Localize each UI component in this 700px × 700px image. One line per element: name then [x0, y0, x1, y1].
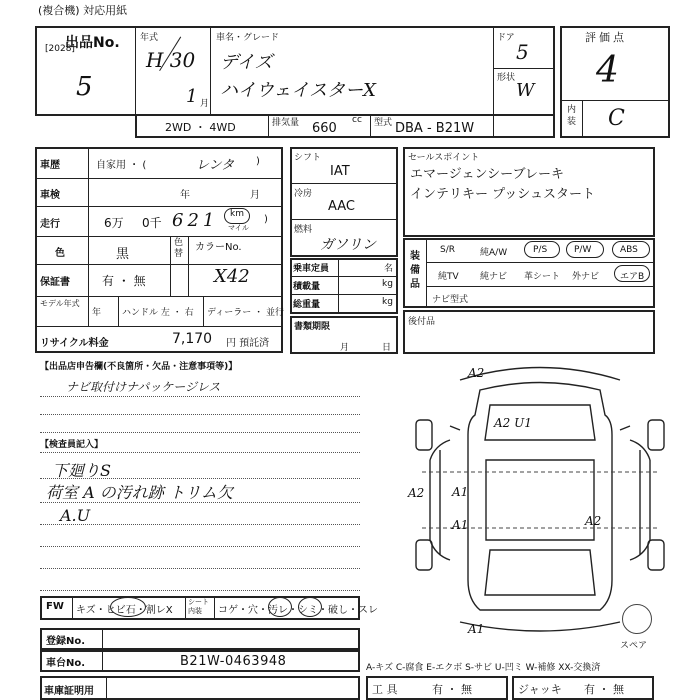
- mark-left-door-rear: A1: [452, 518, 469, 532]
- equip-sr: S/R: [440, 245, 455, 255]
- doors-value: 5: [516, 40, 529, 64]
- equip-ps: P/S: [533, 245, 548, 255]
- report-label: 【出品店申告欄(不良箇所・欠品・注意事項等)】: [40, 362, 238, 372]
- tools-options: 有 ・ 無: [432, 683, 472, 696]
- mileage-label: 走行: [40, 219, 60, 230]
- interior-label: 内装: [567, 105, 577, 127]
- recycle-unit: 円 預託済: [226, 338, 270, 349]
- load-label: 積載量: [293, 282, 321, 292]
- tools-label: 工 具: [372, 683, 398, 696]
- shift-value: IAT: [330, 164, 350, 179]
- seat-circle-1: [268, 597, 292, 617]
- ac-value: AAC: [328, 199, 355, 214]
- ac-label: 冷房: [294, 189, 313, 199]
- model-value: DBA - B21W: [395, 121, 475, 136]
- vehicle-name: デイズ: [220, 52, 273, 73]
- recycle-label: リサイクル料金: [40, 338, 109, 349]
- color-change-label: 色替: [174, 238, 184, 259]
- chassis-value: B21W-0463948: [180, 654, 287, 669]
- history-options: 自家用 ・ (: [96, 160, 147, 171]
- load-unit: kg: [382, 279, 393, 289]
- riders-unit: 名: [384, 264, 394, 274]
- docs-month: 月: [340, 343, 350, 353]
- riders-label: 乗車定員: [293, 264, 330, 274]
- docs-day: 日: [382, 343, 392, 353]
- aftermarket-label: 後付品: [408, 317, 436, 327]
- equipment-label: 装備品: [410, 251, 420, 290]
- equip-airbag: エアB: [620, 272, 645, 282]
- top-note: (複合機) 対応用紙: [38, 4, 128, 17]
- inspection-label: 車検: [40, 190, 60, 201]
- inspection-month: 月: [250, 190, 260, 201]
- registration-row: [40, 628, 360, 650]
- history-rental: レンタ: [196, 158, 235, 173]
- fuel-label: 燃料: [294, 225, 313, 235]
- mark-rear: A1: [468, 622, 485, 636]
- spare-label: スペア: [620, 641, 648, 651]
- sales-point-line1: エマージェンシーブレーキ: [410, 167, 564, 182]
- recycle-value: 7,170: [172, 331, 213, 347]
- mark-right-rear: A2: [585, 514, 602, 528]
- shape-label: 形状: [497, 73, 516, 83]
- rating-label: 評価点: [585, 31, 627, 44]
- lot-label: 出品No.: [65, 35, 120, 51]
- year-era: H 30: [146, 48, 196, 72]
- color-no-label: カラーNo.: [195, 242, 242, 253]
- equip-abs: ABS: [620, 245, 638, 255]
- lot-number: 5: [76, 72, 93, 102]
- equip-navi: 純ナビ: [480, 272, 508, 282]
- inspector-line3: A.U: [60, 506, 91, 525]
- seat-label: シート内装: [188, 598, 209, 615]
- equip-leather: 革シート: [524, 272, 561, 282]
- inspector-line1: 下廻りS: [52, 461, 111, 480]
- mark-front: A2: [468, 366, 485, 380]
- displacement-value: 660: [312, 121, 337, 136]
- displacement-unit: cc: [352, 115, 362, 125]
- doors-label: ドア: [497, 33, 515, 43]
- equip-tv: 純TV: [438, 272, 459, 282]
- model-year-unit: 年: [92, 308, 102, 318]
- color-no-value: X42: [214, 266, 250, 287]
- lot-code: [2028]: [45, 44, 75, 54]
- mileage-mile: マイル: [228, 224, 249, 232]
- mark-left-door-front: A1: [452, 485, 469, 499]
- gross-label: 総重量: [293, 300, 321, 310]
- sales-point-label: セールスポイント: [408, 153, 480, 163]
- jack-label: ジャッキ: [518, 683, 562, 696]
- drive-options: 2WD ・ 4WD: [165, 121, 236, 134]
- vehicle-grade: ハイウェイスターX: [220, 80, 376, 101]
- equip-ext-navi: 外ナビ: [572, 272, 600, 282]
- seat-options: コゲ・穴・汚レ・シミ・破し・スレ: [218, 605, 378, 616]
- seat-circle-2: [298, 597, 322, 617]
- model-year-label: モデル年式: [40, 299, 80, 308]
- shape-value: W: [516, 80, 535, 101]
- color-value: 黒: [116, 247, 130, 262]
- history-close: ): [256, 156, 260, 167]
- warranty-options: 有 ・ 無: [102, 274, 146, 288]
- jack-options: 有 ・ 無: [584, 683, 624, 696]
- warranty-label: 保証書: [40, 277, 70, 288]
- mileage-handwritten: 621: [172, 210, 219, 231]
- inspection-year: 年: [180, 190, 190, 201]
- year-label: 年式: [140, 33, 159, 43]
- fuel-value: ガソリン: [320, 237, 376, 253]
- sales-point-line2: インテリキー プッシュスタート: [410, 187, 595, 202]
- rating-score: 4: [596, 50, 619, 91]
- interior-value: C: [608, 106, 625, 131]
- model-label: 型式: [374, 118, 393, 128]
- equip-aw: 純A/W: [480, 248, 508, 258]
- history-label: 車歴: [40, 160, 60, 171]
- mileage-close: ): [264, 214, 268, 225]
- registration-label: 登録No.: [46, 636, 86, 647]
- mileage-man: 6万: [104, 216, 124, 230]
- equip-pw: P/W: [574, 245, 592, 255]
- navi-type-label: ナビ型式: [432, 295, 469, 305]
- vehicle-name-label: 車名・グレード: [216, 33, 280, 43]
- inspector-line2: 荷室 A の汚れ跡 トリム欠: [46, 483, 233, 502]
- spare-tire-icon: [622, 604, 652, 634]
- report-text: ナビ取付けナパッケージレス: [66, 380, 221, 394]
- displacement-label: 排気量: [272, 118, 300, 128]
- damage-legend: A-キズ C-腐食 E-エクボ S-サビ U-凹ミ W-補修 XX-交換済: [366, 663, 601, 673]
- year-month: 1: [186, 86, 198, 107]
- chassis-label: 車台No.: [46, 658, 86, 669]
- mileage-km: km: [230, 209, 244, 219]
- inspector-label: 【検査員記入】: [40, 440, 104, 450]
- year-month-unit: 月: [200, 99, 210, 109]
- shift-label: シフト: [294, 153, 322, 163]
- mileage-sen: 0千: [142, 216, 162, 230]
- gross-unit: kg: [382, 297, 393, 307]
- fw-label: FW: [46, 601, 64, 612]
- dealer-options: ディーラー ・ 並行: [207, 308, 285, 318]
- mark-left: A2: [408, 486, 425, 500]
- handle-options: ハンドル 左 ・ 右: [122, 308, 194, 318]
- mark-hood: A2 U1: [494, 416, 532, 430]
- garage-label: 車庫証明用: [44, 686, 94, 697]
- docs-label: 書類期限: [294, 322, 331, 332]
- fw-options: キズ・ヒビ石・割レX: [76, 605, 173, 616]
- color-label: 色: [55, 248, 65, 259]
- fw-circle: [110, 597, 146, 617]
- aftermarket-block: [403, 310, 655, 354]
